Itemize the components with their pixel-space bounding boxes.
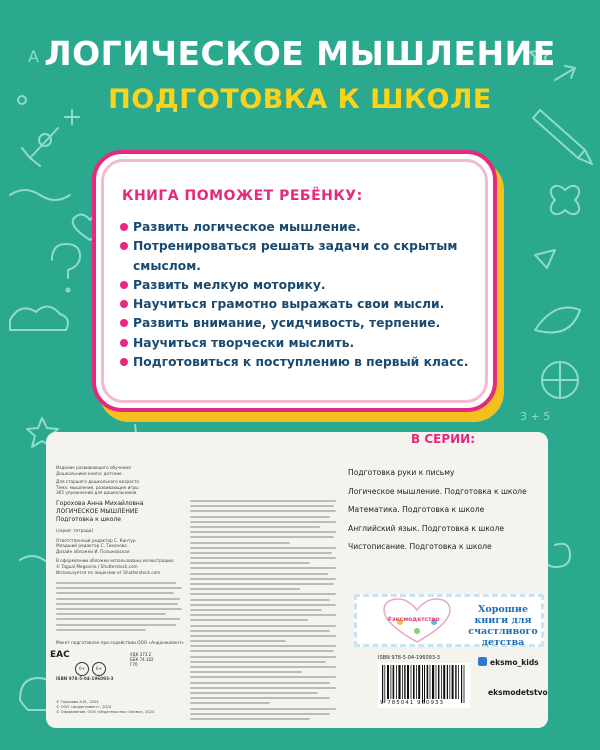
vk-handle: eksmo_kids <box>490 658 539 667</box>
benefit-item: Потренироваться решать задачи со скрытым <box>120 237 520 256</box>
designer-line: Дизайн обложки И. Полыновская <box>56 548 130 554</box>
age-rating-badge: 6+ <box>92 662 106 676</box>
udc-code: УДК 373.2 <box>130 652 152 657</box>
license-line: Используется по лицензии от Shutterstock.com <box>56 569 161 575</box>
series-item: Математика. Подготовка к школе <box>348 505 485 515</box>
rocket-doodle-icon <box>22 128 58 166</box>
benefit-item: Развить внимание, усидчивость, терпение. <box>120 314 520 333</box>
copyright-line: © Оформление. ООО «Издательство «Эксмо», 2024 <box>56 710 155 714</box>
tasks-line: 365 упражнений для дошкольников <box>56 490 137 496</box>
series-item: Логическое мышление. Подготовка к школе <box>348 486 527 496</box>
shutterstock-line: © Tagual Megavina / Shutterstock.com <box>56 563 138 569</box>
eac-mark: EAC <box>50 650 70 660</box>
imprint-fine-print-left <box>56 582 184 634</box>
bullet-icon <box>120 339 128 347</box>
genre-line: Для старшего дошкольного возраста <box>56 479 139 485</box>
genre-line: Дошкольники книги: детские <box>56 470 122 476</box>
book-subtitle: Подготовка к школе <box>56 515 121 523</box>
imprint-fine-print-middle <box>190 500 338 723</box>
imprint-left <box>56 465 188 575</box>
pencil-doodle-icon <box>533 110 592 164</box>
bullet-icon <box>120 223 128 231</box>
book-type: (серия: тетради) <box>56 527 94 533</box>
letter-doodle: A <box>28 47 39 66</box>
art-editor-line: Младший редактор С. Тихонова <box>56 543 127 549</box>
bullet-icon <box>120 242 128 250</box>
formula-doodle: 3 + 5 <box>520 410 551 423</box>
site-handle: eksmodetstvo <box>488 688 548 697</box>
benefit-item: Научиться грамотно выражать свои мысли. <box>120 295 520 314</box>
illustrations-line: В оформлении обложки использованы иллюстрации: <box>56 558 175 564</box>
leaf-doodle-icon <box>535 308 580 333</box>
cloud-doodle-icon <box>10 306 68 330</box>
bullet-icon <box>120 319 128 327</box>
bbk-code: ББК 74.102 <box>130 657 154 662</box>
classification-codes <box>130 652 154 667</box>
site-link[interactable] <box>488 688 548 697</box>
benefit-item: Подготовиться к поступлению в первый класс. <box>120 353 520 372</box>
scribble-doodle-icon <box>10 190 70 200</box>
series-item: Подготовка руки к письму <box>348 468 455 477</box>
age-ratings <box>75 655 109 676</box>
triangle-doodle-icon <box>535 250 555 268</box>
flower-doodle-icon <box>551 186 579 214</box>
vk-icon <box>478 657 487 666</box>
spiral-doodle-icon <box>546 544 570 567</box>
cover-subtitle: ПОДГОТОВКА К ШКОЛЕ <box>108 84 492 115</box>
bullet-icon <box>120 300 128 308</box>
isbn-small: ISBN 978-5-04-196093-3 <box>56 676 114 681</box>
author-sign: Г70 <box>130 662 138 667</box>
genre-line: Тема: мышление, развивающие игры <box>56 484 139 490</box>
copyright-line: © Горохова А.М., 2024 <box>56 700 99 704</box>
bullet-icon <box>120 281 128 289</box>
benefits-list <box>120 218 520 372</box>
copyright-line: © ООО «Андантовент», 2024 <box>56 705 112 709</box>
question-doodle-icon <box>52 244 80 278</box>
editor-line: Ответственный редактор С. Кантур <box>56 537 136 543</box>
brand-logo-text: #эксмодетство <box>387 616 440 623</box>
benefit-item: Развить мелкую моторику. <box>120 276 520 295</box>
benefit-item-continued: смыслом. <box>133 258 201 273</box>
author-name: Горохова Анна Михайловна <box>56 499 144 507</box>
barcode-number: 9 785041 960933 <box>380 700 444 706</box>
manufacturer-line: Макет подготовлен при содействии ООО «Анданжовент» <box>56 640 184 645</box>
benefit-item: Научиться творчески мыслить. <box>120 334 520 353</box>
series-list <box>348 464 527 557</box>
bullet-icon <box>120 358 128 366</box>
cover-title: ЛОГИЧЕСКОЕ МЫШЛЕНИЕ <box>44 34 556 73</box>
series-item: Чистописание. Подготовка к школе <box>348 542 492 552</box>
series-item: Английский язык. Подготовка к школе <box>348 523 505 533</box>
genre-line: Издание развивающего обучения <box>56 465 131 470</box>
age-rating-badge: 0+ <box>75 662 89 676</box>
vk-link[interactable] <box>478 657 539 667</box>
benefit-item: Развить логическое мышление. <box>120 218 520 237</box>
book-title: ЛОГИЧЕСКОЕ МЫШЛЕНИЕ <box>56 507 139 515</box>
isbn-label: ISBN 978-5-04-196093-3 <box>378 655 440 661</box>
card-heading: КНИГА ПОМОЖЕТ РЕБЁНКУ: <box>122 188 363 204</box>
series-heading: В СЕРИИ: <box>411 432 476 446</box>
brand-slogan: Хорошие книги для счастливого детства <box>468 604 538 648</box>
